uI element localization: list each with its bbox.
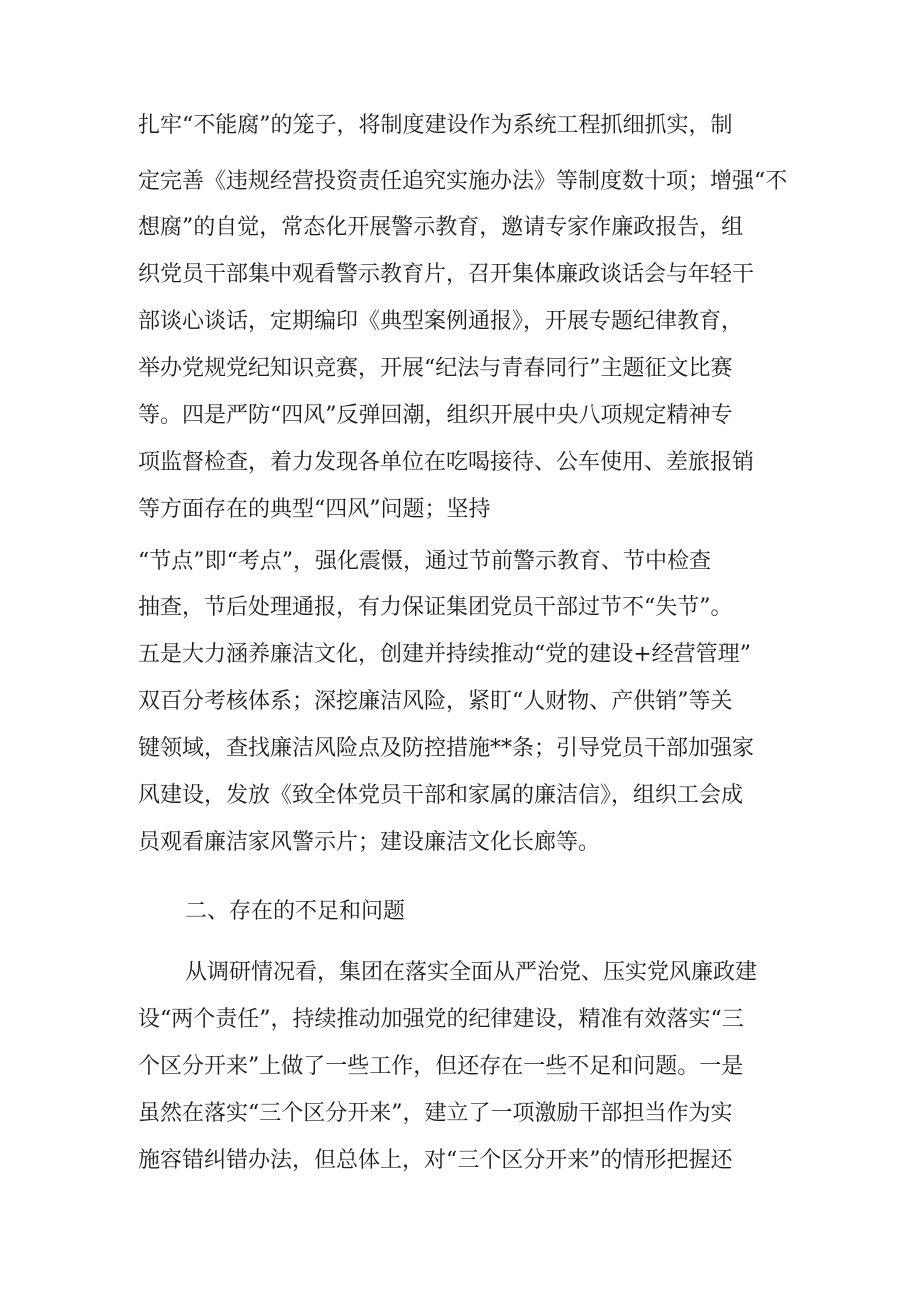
paragraph-2-line-3: 个区分开来”上做了一些工作，但还存在一些不足和问题。一是 [138, 1054, 744, 1079]
paragraph-1-line-15: 风建设，发放《致全体党员干部和家属的廉洁信》，组织工会成 [138, 783, 744, 808]
paragraph-2-line-2: 设“两个责任”，持续推动加强党的纪律建设，精准有效落实“三 [138, 1007, 744, 1032]
paragraph-1-line-16: 员观看廉洁家风警示片；建设廉洁文化长廊等。 [138, 830, 601, 855]
paragraph-1-line-8: 项监督检查，着力发现各单位在吃喝接待、公车使用、差旅报销 [138, 450, 755, 475]
section-heading: 二、存在的不足和问题 [185, 899, 406, 924]
paragraph-1-line-13: 双百分考核体系；深挖廉洁风险，紧盯“人财物、产供销”等关 [138, 689, 733, 714]
paragraph-1-line-9: 等方面存在的典型“四风”问题；坚持 [138, 497, 491, 522]
paragraph-1-line-5: 部谈心谈话，定期编印《典型案例通报》，开展专题纪律教育， [138, 309, 744, 334]
paragraph-1-line-4: 织党员干部集中观看警示教育片，召开集体廉政谈话会与年轻干 [138, 262, 755, 287]
paragraph-1-line-7: 等。四是严防“四风”反弹回潮，组织开展中央八项规定精神专 [138, 403, 733, 428]
paragraph-1-line-1: 扎牢“不能腐”的笼子，将制度建设作为系统工程抓细抓实，制 [138, 113, 733, 138]
paragraph-1-line-11: 抽查，节后处理通报，有力保证集团党员干部过节不“失节”。 [138, 595, 733, 620]
paragraph-1-line-14: 键领域，查找廉洁风险点及防控措施**条；引导党员干部加强家 [138, 736, 755, 761]
paragraph-2-line-5: 施容错纠错办法，但总体上，对“三个区分开来”的情形把握还 [138, 1148, 733, 1173]
paragraph-1-line-10: “节点”即“考点”，强化震慑，通过节前警示教育、节中检查 [138, 549, 711, 574]
paragraph-2-line-1: 从调研情况看，集团在落实全面从严治党、压实党风廉政建 [185, 960, 758, 985]
paragraph-1-line-2: 定完善《违规经营投资责任追究实施办法》等制度数十项；增强“不 [138, 169, 788, 194]
paragraph-2-line-4: 虽然在落实“三个区分开来”，建立了一项激励干部担当作为实 [138, 1101, 733, 1126]
paragraph-1-line-6: 举办党规党纪知识竞赛，开展“纪法与青春同行”主题征文比赛 [138, 356, 733, 381]
paragraph-1-line-3: 想腐”的自觉，常态化开展警示教育，邀请专家作廉政报告，组 [138, 215, 744, 240]
paragraph-1-line-12: 五是大力涵养廉洁文化，创建并持续推动“党的建设+经营管理” [138, 642, 751, 667]
